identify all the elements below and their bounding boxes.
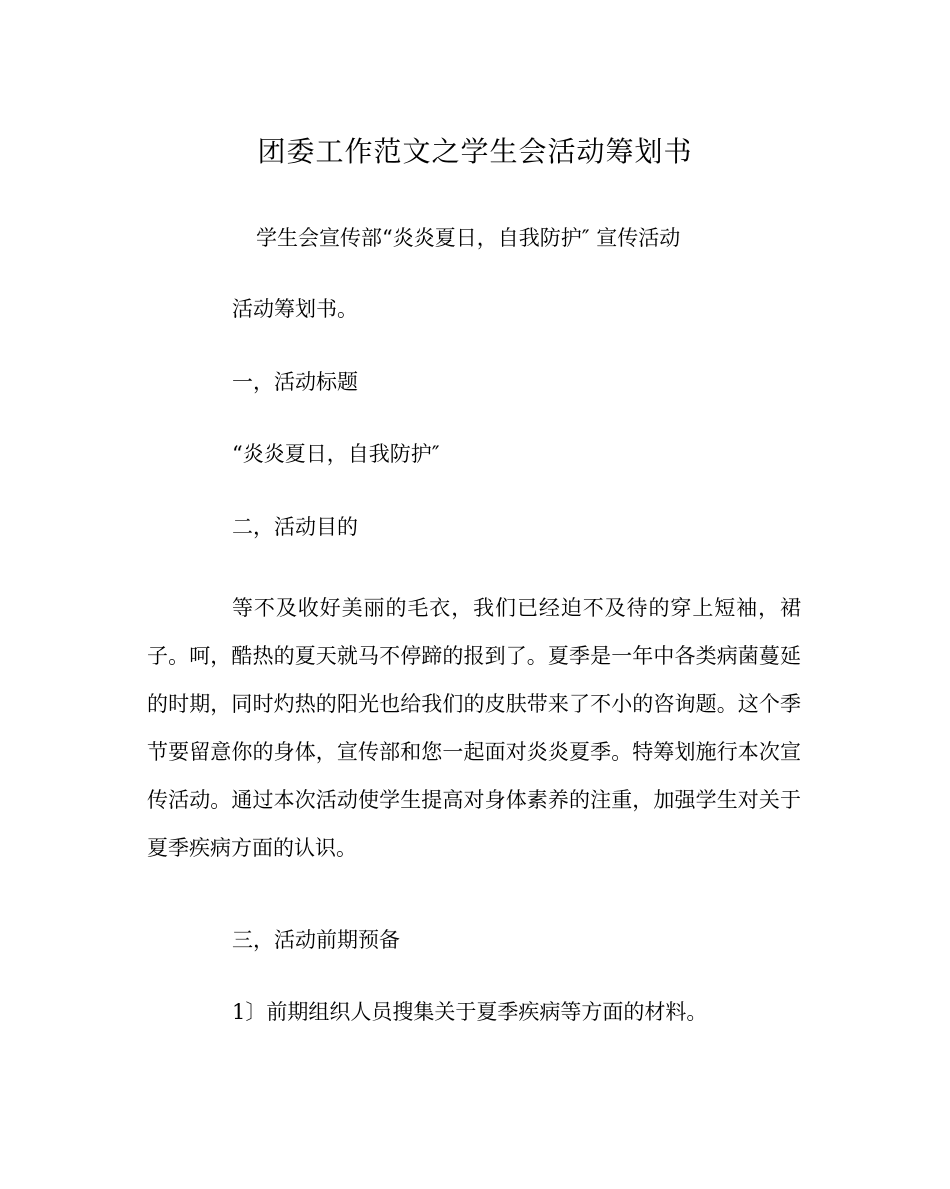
section3-item-1: 1〕前期组织人员搜集关于夏季疾病等方面的材料。 xyxy=(232,1000,708,1024)
plan-label: 活动筹划书。 xyxy=(232,297,358,321)
section2-paragraph: 等不及收好美丽的毛衣，我们已经迫不及待的穿上短袖，裙子。呵，酷热的夏天就马不停蹄的报到了。夏季是一年中各类病菌蔓延的时期，同时灼热的阳光也给我们的皮肤带来了不小的咨询题。这个季节要留意你的身体，宣传部和您一起面对炎炎夏季。特筹划施行本次宣传活动。通过本次活动使学生提高对身体素养的注重，加强学生对关于夏季疾病方面的认识。 xyxy=(147,596,801,860)
section1-heading: 一，活动标题 xyxy=(232,370,358,394)
section2-heading: 二，活动目的 xyxy=(232,515,358,539)
document-subtitle: 学生会宣传部“炎炎夏日，自我防护″ 宣传活动 xyxy=(256,226,681,250)
section1-slogan: “炎炎夏日，自我防护″ xyxy=(232,442,440,466)
section3-heading: 三，活动前期预备 xyxy=(232,928,400,952)
document-title: 团委工作范文之学生会活动筹划书 xyxy=(257,135,693,168)
